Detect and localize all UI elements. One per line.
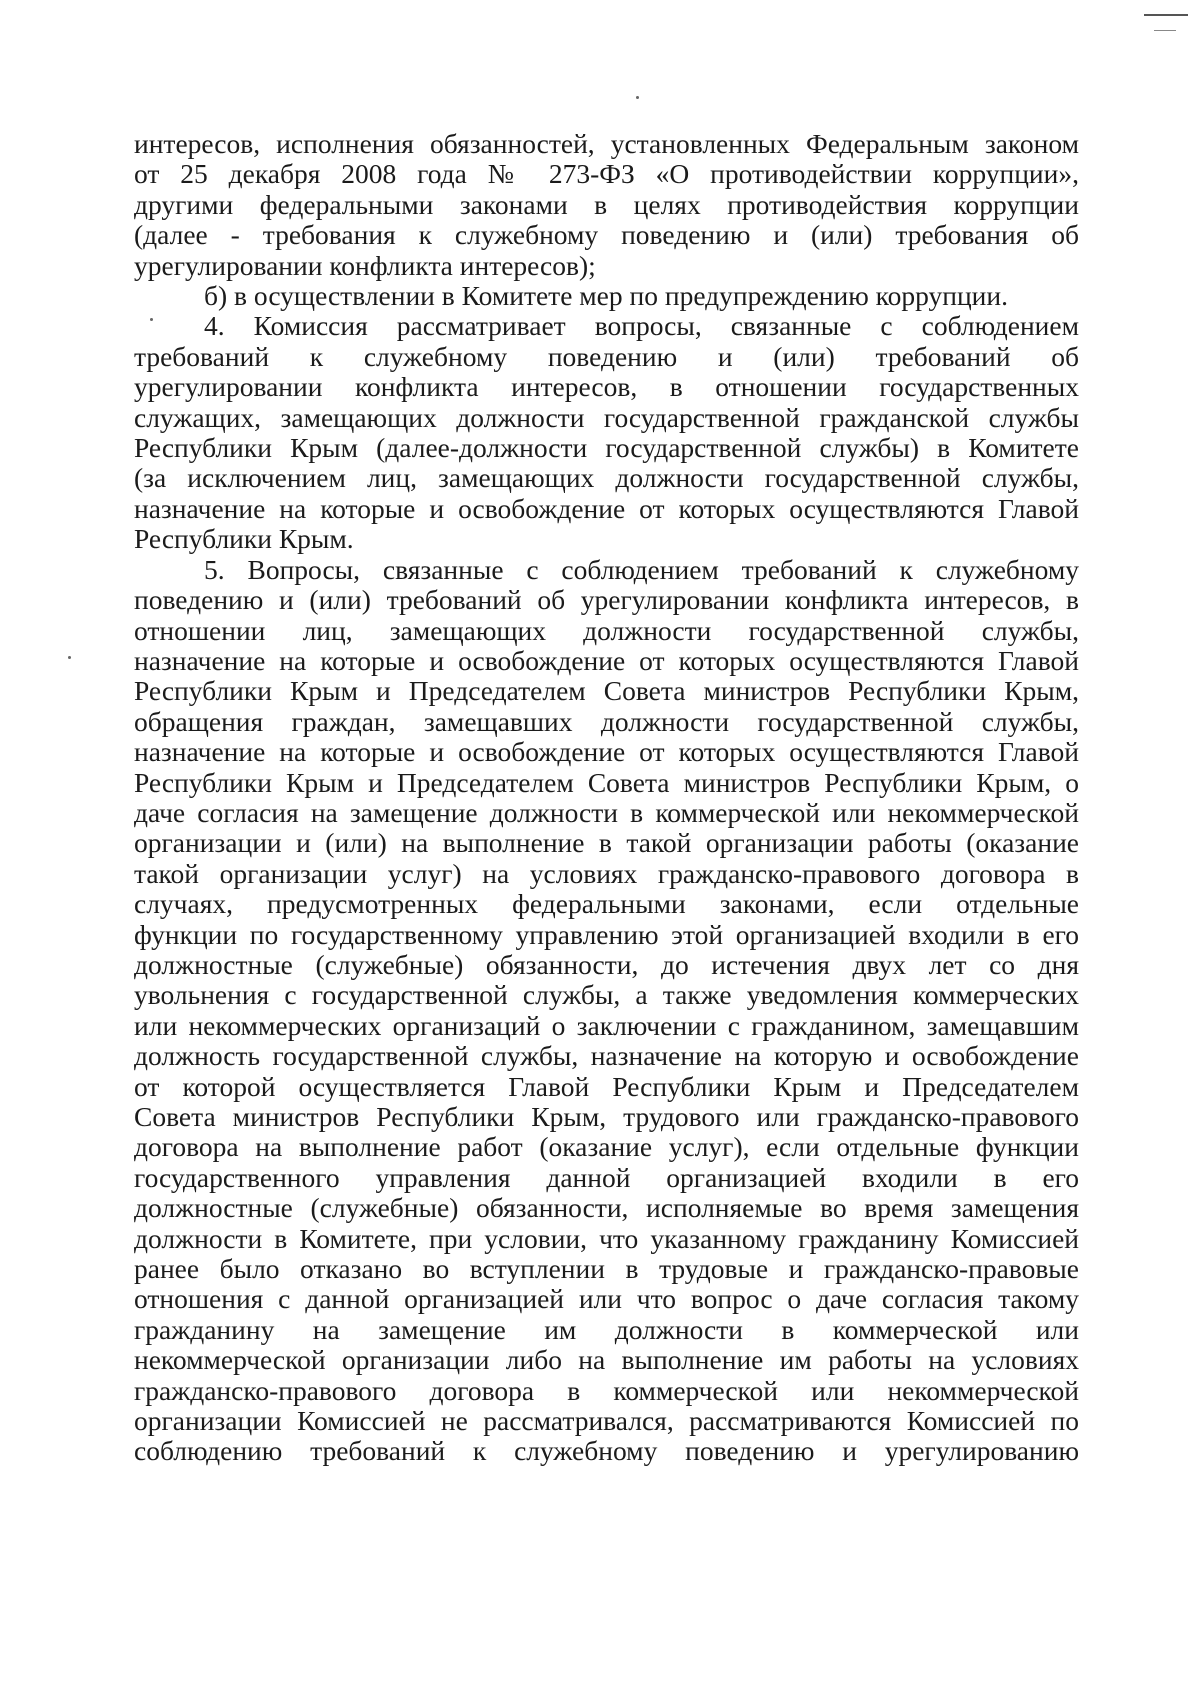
text-line: Совета министров Республики Крым, трудового или гражданско-правового: [134, 1101, 1079, 1132]
text-line: (далее - требования к служебному поведению и (или) требования об: [134, 219, 1079, 251]
text-line: Республики Крым.: [134, 523, 354, 555]
text-line: поведению и (или) требований об урегулировании конфликта интересов, в: [134, 584, 1079, 616]
text-line: организации и (или) на выполнение в такой организации работы (оказание: [134, 827, 1079, 859]
scan-edge-mark-small: [1154, 30, 1176, 31]
text-line: функции по государственному управлению этой организацией входили в его: [134, 918, 1079, 950]
text-line: организации Комиссией не рассматривался, рассматриваются Комиссией по: [134, 1405, 1079, 1437]
text-line: должностные (служебные) обязанности, до истечения двух лет со дня: [134, 948, 1079, 980]
text-line: от которой осуществляется Главой Республики Крым и Председателем: [134, 1070, 1079, 1102]
scan-speck: [68, 656, 71, 659]
text-line: урегулировании конфликта интересов, в отношении государственных: [134, 371, 1079, 403]
text-line: Республики Крым и Председателем Совета министров Республики Крым, о: [134, 766, 1079, 798]
text-line: Республики Крым (далее-должности государственной службы) в Комитете: [134, 432, 1079, 464]
text-line: требований к служебному поведению и (или) требований об: [134, 340, 1079, 372]
text-line: назначение на которые и освобождение от которых осуществляются Главой: [134, 644, 1079, 676]
text-line: б) в осуществлении в Комитете мер по предупреждению коррупции.: [204, 280, 1008, 312]
text-line: назначение на которые и освобождение от которых осуществляются Главой: [134, 736, 1079, 768]
text-line: урегулировании конфликта интересов);: [134, 249, 596, 281]
text-line: от 25 декабря 2008 года № 273-ФЗ «О противодействии коррупции»,: [134, 158, 1079, 190]
text-line: интересов, исполнения обязанностей, установленных Федеральным законом: [134, 128, 1079, 159]
text-line: договора на выполнение работ (оказание услуг), если отдельные функции: [134, 1131, 1079, 1163]
text-line: гражданско-правового договора в коммерческой или некоммерческой: [134, 1374, 1079, 1406]
document-body: [134, 129, 1079, 1467]
text-line: 5. Вопросы, связанные с соблюдением требований к служебному: [204, 553, 1079, 585]
text-line: случаях, предусмотренных федеральными законами, если отдельные: [134, 888, 1079, 920]
text-line: соблюдению требований к служебному поведению и урегулированию: [134, 1435, 1079, 1467]
text-line: обращения граждан, замещавших должности государственной службы,: [134, 705, 1079, 737]
text-line: должности в Комитете, при условии, что указанному гражданину Комиссией: [134, 1222, 1079, 1254]
text-line: служащих, замещающих должности государственной гражданской службы: [134, 401, 1079, 433]
text-line: такой организации услуг) на условиях гражданско-правового договора в: [134, 857, 1079, 889]
text-line: увольнения с государственной службы, а также уведомления коммерческих: [134, 979, 1079, 1011]
scan-edge-mark: [1144, 14, 1188, 16]
text-line: или некоммерческих организаций о заключении с гражданином, замещавшим: [134, 1009, 1079, 1041]
text-line: (за исключением лиц, замещающих должности государственной службы,: [134, 462, 1079, 494]
text-line: гражданину на замещение им должности в коммерческой или: [134, 1313, 1079, 1345]
text-line: даче согласия на замещение должности в коммерческой или некоммерческой: [134, 796, 1079, 828]
scan-speck: [636, 96, 639, 99]
text-line: должностные (служебные) обязанности, исполняемые во время замещения: [134, 1192, 1079, 1224]
text-line: назначение на которые и освобождение от которых осуществляются Главой: [134, 492, 1079, 524]
text-line: 4. Комиссия рассматривает вопросы, связанные с соблюдением: [204, 310, 1079, 342]
text-line: отношении лиц, замещающих должности государственной службы,: [134, 614, 1079, 646]
text-line: некоммерческой организации либо на выполнение им работы на условиях: [134, 1344, 1079, 1376]
text-line: государственного управления данной организацией входили в его: [134, 1161, 1079, 1193]
text-line: другими федеральными законами в целях противодействия коррупции: [134, 188, 1079, 220]
text-line: Республики Крым и Председателем Совета министров Республики Крым,: [134, 675, 1079, 707]
text-line: отношения с данной организацией или что вопрос о даче согласия такому: [134, 1283, 1079, 1315]
text-line: ранее было отказано во вступлении в трудовые и гражданско-правовые: [134, 1253, 1079, 1285]
text-line: должность государственной службы, назначение на которую и освобождение: [134, 1040, 1079, 1072]
